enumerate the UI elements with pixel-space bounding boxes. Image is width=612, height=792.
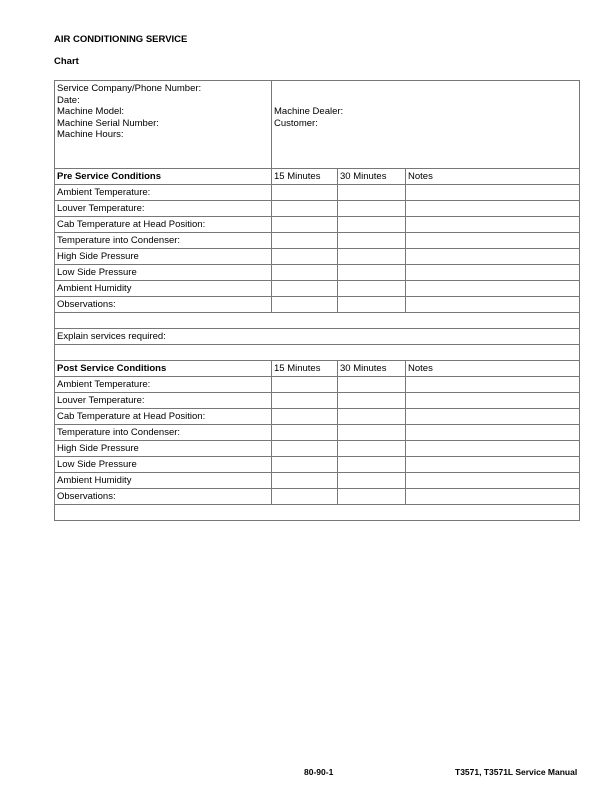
column-header: 15 Minutes	[272, 361, 338, 377]
page-title: AIR CONDITIONING SERVICE	[54, 34, 188, 45]
entry-cell[interactable]	[406, 409, 580, 425]
entry-cell[interactable]	[338, 393, 406, 409]
entry-cell[interactable]	[406, 425, 580, 441]
blank-cell[interactable]	[55, 313, 580, 329]
entry-cell[interactable]	[338, 265, 406, 281]
post-section-header	[55, 361, 580, 377]
row-label: Louver Temperature:	[55, 201, 272, 217]
entry-cell[interactable]	[272, 297, 338, 313]
row-label: Ambient Temperature:	[55, 185, 272, 201]
entry-cell[interactable]	[406, 457, 580, 473]
entry-cell[interactable]	[338, 473, 406, 489]
row-label: Ambient Humidity	[55, 473, 272, 489]
entry-cell[interactable]	[338, 489, 406, 505]
manual-title: T3571, T3571L Service Manual	[455, 767, 578, 777]
entry-cell[interactable]	[338, 217, 406, 233]
entry-cell[interactable]	[406, 265, 580, 281]
column-header: 30 Minutes	[338, 361, 406, 377]
section-heading: Post Service Conditions	[55, 361, 272, 377]
row-label: Cab Temperature at Head Position:	[55, 409, 272, 425]
entry-cell[interactable]	[406, 217, 580, 233]
header-row	[55, 81, 580, 169]
blank-row	[55, 345, 580, 361]
field-label: Machine Dealer:	[274, 106, 344, 117]
entry-cell[interactable]	[338, 249, 406, 265]
entry-cell[interactable]	[406, 281, 580, 297]
entry-cell[interactable]	[272, 201, 338, 217]
entry-cell[interactable]	[272, 233, 338, 249]
column-header: Notes	[406, 361, 580, 377]
service-chart-table	[54, 80, 580, 521]
entry-cell[interactable]	[272, 217, 338, 233]
table-row	[55, 473, 580, 489]
page-number: 80-90-1	[304, 767, 334, 777]
entry-cell[interactable]	[272, 249, 338, 265]
row-label: Low Side Pressure	[55, 265, 272, 281]
entry-cell[interactable]	[406, 249, 580, 265]
table-row	[55, 201, 580, 217]
entry-cell[interactable]	[338, 233, 406, 249]
entry-cell[interactable]	[406, 489, 580, 505]
field-label: Date:	[57, 94, 80, 106]
row-label: Louver Temperature:	[55, 393, 272, 409]
entry-cell[interactable]	[406, 377, 580, 393]
entry-cell[interactable]	[338, 457, 406, 473]
table-row	[55, 377, 580, 393]
entry-cell[interactable]	[338, 425, 406, 441]
row-label: Temperature into Condenser:	[55, 233, 272, 249]
explain-label: Explain services required:	[55, 329, 580, 345]
entry-cell[interactable]	[338, 409, 406, 425]
table-row	[55, 441, 580, 457]
entry-cell[interactable]	[272, 457, 338, 473]
column-header: Notes	[406, 169, 580, 185]
table-row	[55, 265, 580, 281]
table-row	[55, 185, 580, 201]
table-row	[55, 409, 580, 425]
entry-cell[interactable]	[338, 441, 406, 457]
row-label: Low Side Pressure	[55, 457, 272, 473]
entry-cell[interactable]	[272, 185, 338, 201]
entry-cell[interactable]	[406, 297, 580, 313]
entry-cell[interactable]	[272, 409, 338, 425]
entry-cell[interactable]	[272, 377, 338, 393]
table-row	[55, 393, 580, 409]
table-row	[55, 425, 580, 441]
pre-section-header	[55, 169, 580, 185]
entry-cell[interactable]	[406, 473, 580, 489]
field-label: Machine Model:	[57, 106, 125, 118]
row-label: High Side Pressure	[55, 249, 272, 265]
field-label: Service Company/Phone Number:	[57, 83, 202, 94]
table-row	[55, 217, 580, 233]
header-right-cell	[272, 81, 580, 169]
row-label: Observations:	[55, 297, 272, 313]
entry-cell[interactable]	[272, 441, 338, 457]
explain-entry-cell[interactable]	[55, 345, 580, 361]
header-left-cell	[55, 81, 272, 169]
column-header: 15 Minutes	[272, 169, 338, 185]
blank-row	[55, 313, 580, 329]
entry-cell[interactable]	[406, 393, 580, 409]
row-label: Temperature into Condenser:	[55, 425, 272, 441]
entry-cell[interactable]	[338, 297, 406, 313]
entry-cell[interactable]	[272, 425, 338, 441]
entry-cell[interactable]	[406, 201, 580, 217]
entry-cell[interactable]	[272, 489, 338, 505]
entry-cell[interactable]	[406, 441, 580, 457]
entry-cell[interactable]	[338, 201, 406, 217]
entry-cell[interactable]	[272, 281, 338, 297]
entry-cell[interactable]	[272, 393, 338, 409]
blank-row	[55, 505, 580, 521]
field-label: Customer:	[274, 117, 318, 129]
explain-row	[55, 329, 580, 345]
section-subtitle: Chart	[54, 56, 79, 67]
table-row	[55, 297, 580, 313]
field-label: Machine Serial Number:	[57, 117, 159, 129]
entry-cell[interactable]	[338, 281, 406, 297]
row-label: High Side Pressure	[55, 441, 272, 457]
blank-cell[interactable]	[55, 505, 580, 521]
entry-cell[interactable]	[272, 473, 338, 489]
entry-cell[interactable]	[338, 185, 406, 201]
entry-cell[interactable]	[406, 185, 580, 201]
table-row	[55, 281, 580, 297]
entry-cell[interactable]	[406, 233, 580, 249]
row-label: Observations:	[55, 489, 272, 505]
table-row	[55, 489, 580, 505]
section-heading: Pre Service Conditions	[55, 169, 272, 185]
entry-cell[interactable]	[338, 377, 406, 393]
row-label: Cab Temperature at Head Position:	[55, 217, 272, 233]
field-label: Machine Hours:	[57, 129, 124, 141]
row-label: Ambient Temperature:	[55, 377, 272, 393]
table-row	[55, 233, 580, 249]
entry-cell[interactable]	[272, 265, 338, 281]
column-header: 30 Minutes	[338, 169, 406, 185]
table-row	[55, 457, 580, 473]
row-label: Ambient Humidity	[55, 281, 272, 297]
table-row	[55, 249, 580, 265]
